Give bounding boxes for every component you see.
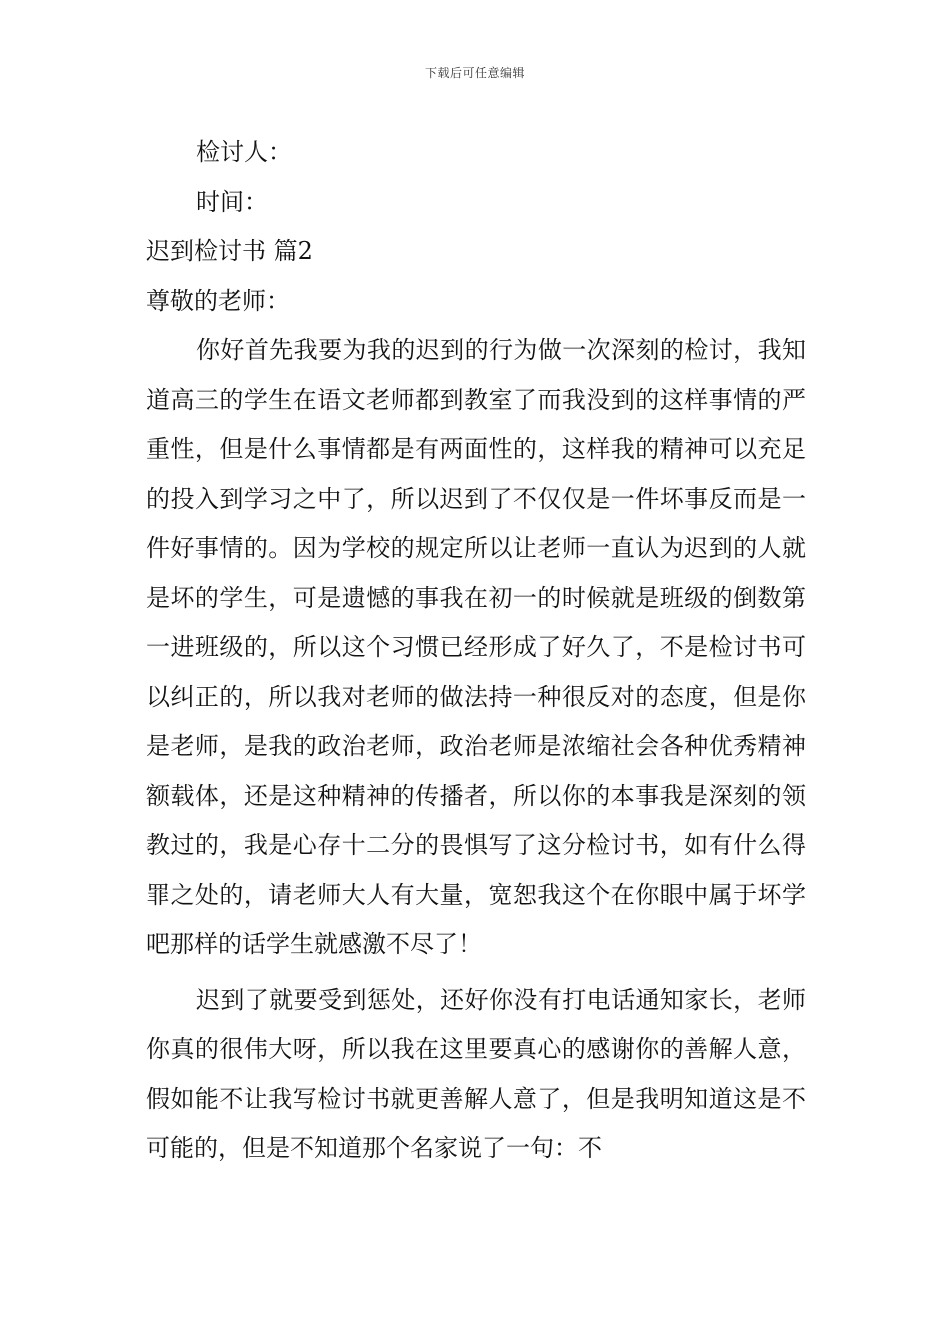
body-paragraph: 迟到了就要受到惩处，还好你没有打电话通知家长，老师你真的很伟大呀，所以我在这里要真心的感谢你的善解人意，假如能不让我写检讨书就更善解人意了，但是我明知道这是不可能的，但是不知道那个名家说了一句：不 bbox=[146, 985, 806, 1162]
time-label: 时间： bbox=[196, 187, 268, 216]
salutation: 尊敬的老师： bbox=[146, 286, 290, 315]
document-body bbox=[146, 128, 806, 1174]
body-paragraph: 你好首先我要为我的迟到的行为做一次深刻的检讨，我知道高三的学生在语文老师都到教室了而我没到的这样事情的严重性，但是什么事情都是有两面性的，这样我的精神可以充足的投入到学习之中了，所以迟到了不仅仅是一件坏事反而是一件好事情的。因为学校的规定所以让老师一直认为迟到的人就是坏的学生，可是遗憾的事我在初一的时候就是班级的倒数第一进班级的，所以这个习惯已经形成了好久了，不是检讨书可以纠正的，所以我对老师的做法持一种很反对的态度，但是你是老师，是我的政治老师，政治老师是浓缩社会各种优秀精神额载体，还是这种精神的传播者，所以你的本事我是深刻的领教过的，我是心存十二分的畏惧写了这分检讨书，如有什么得罪之处的，请老师大人有大量，宽恕我这个在你眼中属于坏学吧那样的话学生就感激不尽了！ bbox=[146, 336, 806, 958]
section-title: 迟到检讨书 篇2 bbox=[146, 237, 313, 265]
page-header-note: 下载后可任意编辑 bbox=[424, 66, 525, 80]
reviewer-label: 检讨人： bbox=[196, 138, 292, 166]
